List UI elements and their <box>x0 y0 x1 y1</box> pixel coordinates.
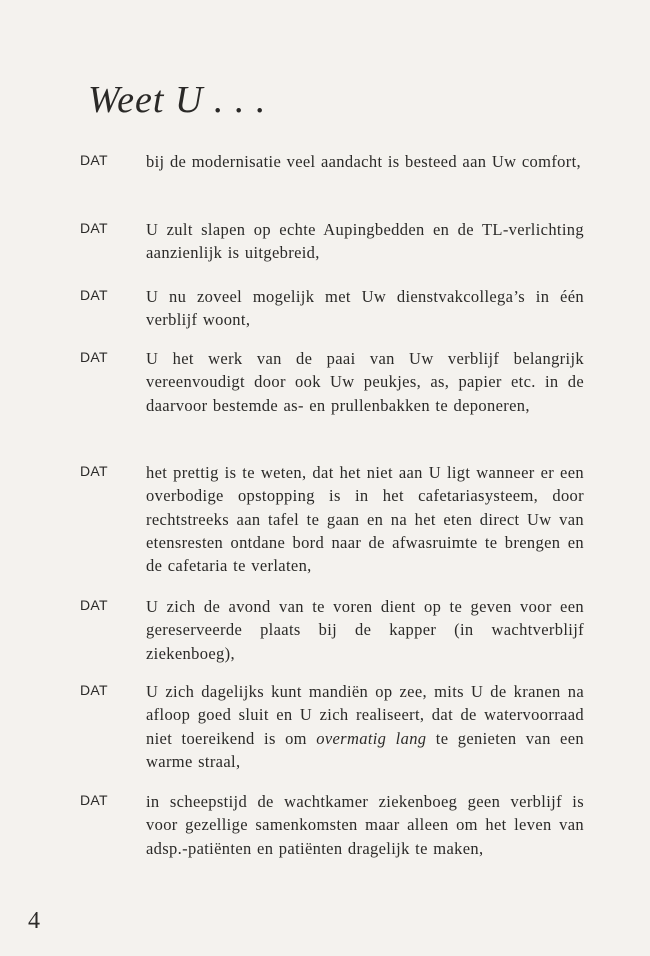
item-text: U nu zoveel mogelijk met Uw dienstvakcollega’s in één verblijf woont, <box>146 287 584 330</box>
item-text: U zult slapen op echte Aupingbedden en de TL-verlichting aanzienlijk is uitgebreid, <box>146 220 584 263</box>
item-text-italic: overmatig lang <box>316 728 427 748</box>
item-label: DAT <box>80 220 108 236</box>
item-text: in scheepstijd de wachtkamer ziekenboeg geen verblijf is voor gezellige samenkomsten maar alleen om het leven van adsp.-patiënten en patiënten dragelijk te maken, <box>146 792 584 858</box>
item-text: het prettig is te weten, dat het niet aan U ligt wanneer er een overbodige opstopping is in het cafetariasysteem, door rechtstreeks aan tafel te gaan en na het eten direct Uw van etensresten ontdane bord naar de afwasruimte te brengen en de cafetaria te verlaten, <box>146 463 584 576</box>
item-label: DAT <box>80 597 108 613</box>
item-label: DAT <box>80 349 108 365</box>
item-text: bij de modernisatie veel aandacht is besteed aan Uw comfort, <box>146 152 582 171</box>
item-text-part: U zich dagelijks kunt mandiën op zee, mits U de kranen na afloop goed sluit en U zich realiseert, dat de watervoorraad niet toereikend is om <box>146 682 584 748</box>
item-label: DAT <box>80 463 108 479</box>
page-number: 4 <box>28 908 40 934</box>
item-text-part: te genieten van een warme straal, <box>146 728 584 771</box>
item-text: U het werk van de paai van Uw verblijf belangrijk vereenvoudigt door ook Uw peukjes, as, papier etc. in de daarvoor bestemde as- en prullenbakken te deponeren, <box>146 349 584 415</box>
item-label: DAT <box>80 152 108 168</box>
item-label: DAT <box>80 682 108 698</box>
page-title: Weet U . . . <box>88 79 267 121</box>
item-text: U zich de avond van te voren dient op te geven voor een gereserveerde plaats bij de kapper (in wachtverblijf ziekenboeg), <box>146 597 584 663</box>
item-label: DAT <box>80 792 108 808</box>
item-label: DAT <box>80 287 108 303</box>
item-text <box>146 680 584 773</box>
